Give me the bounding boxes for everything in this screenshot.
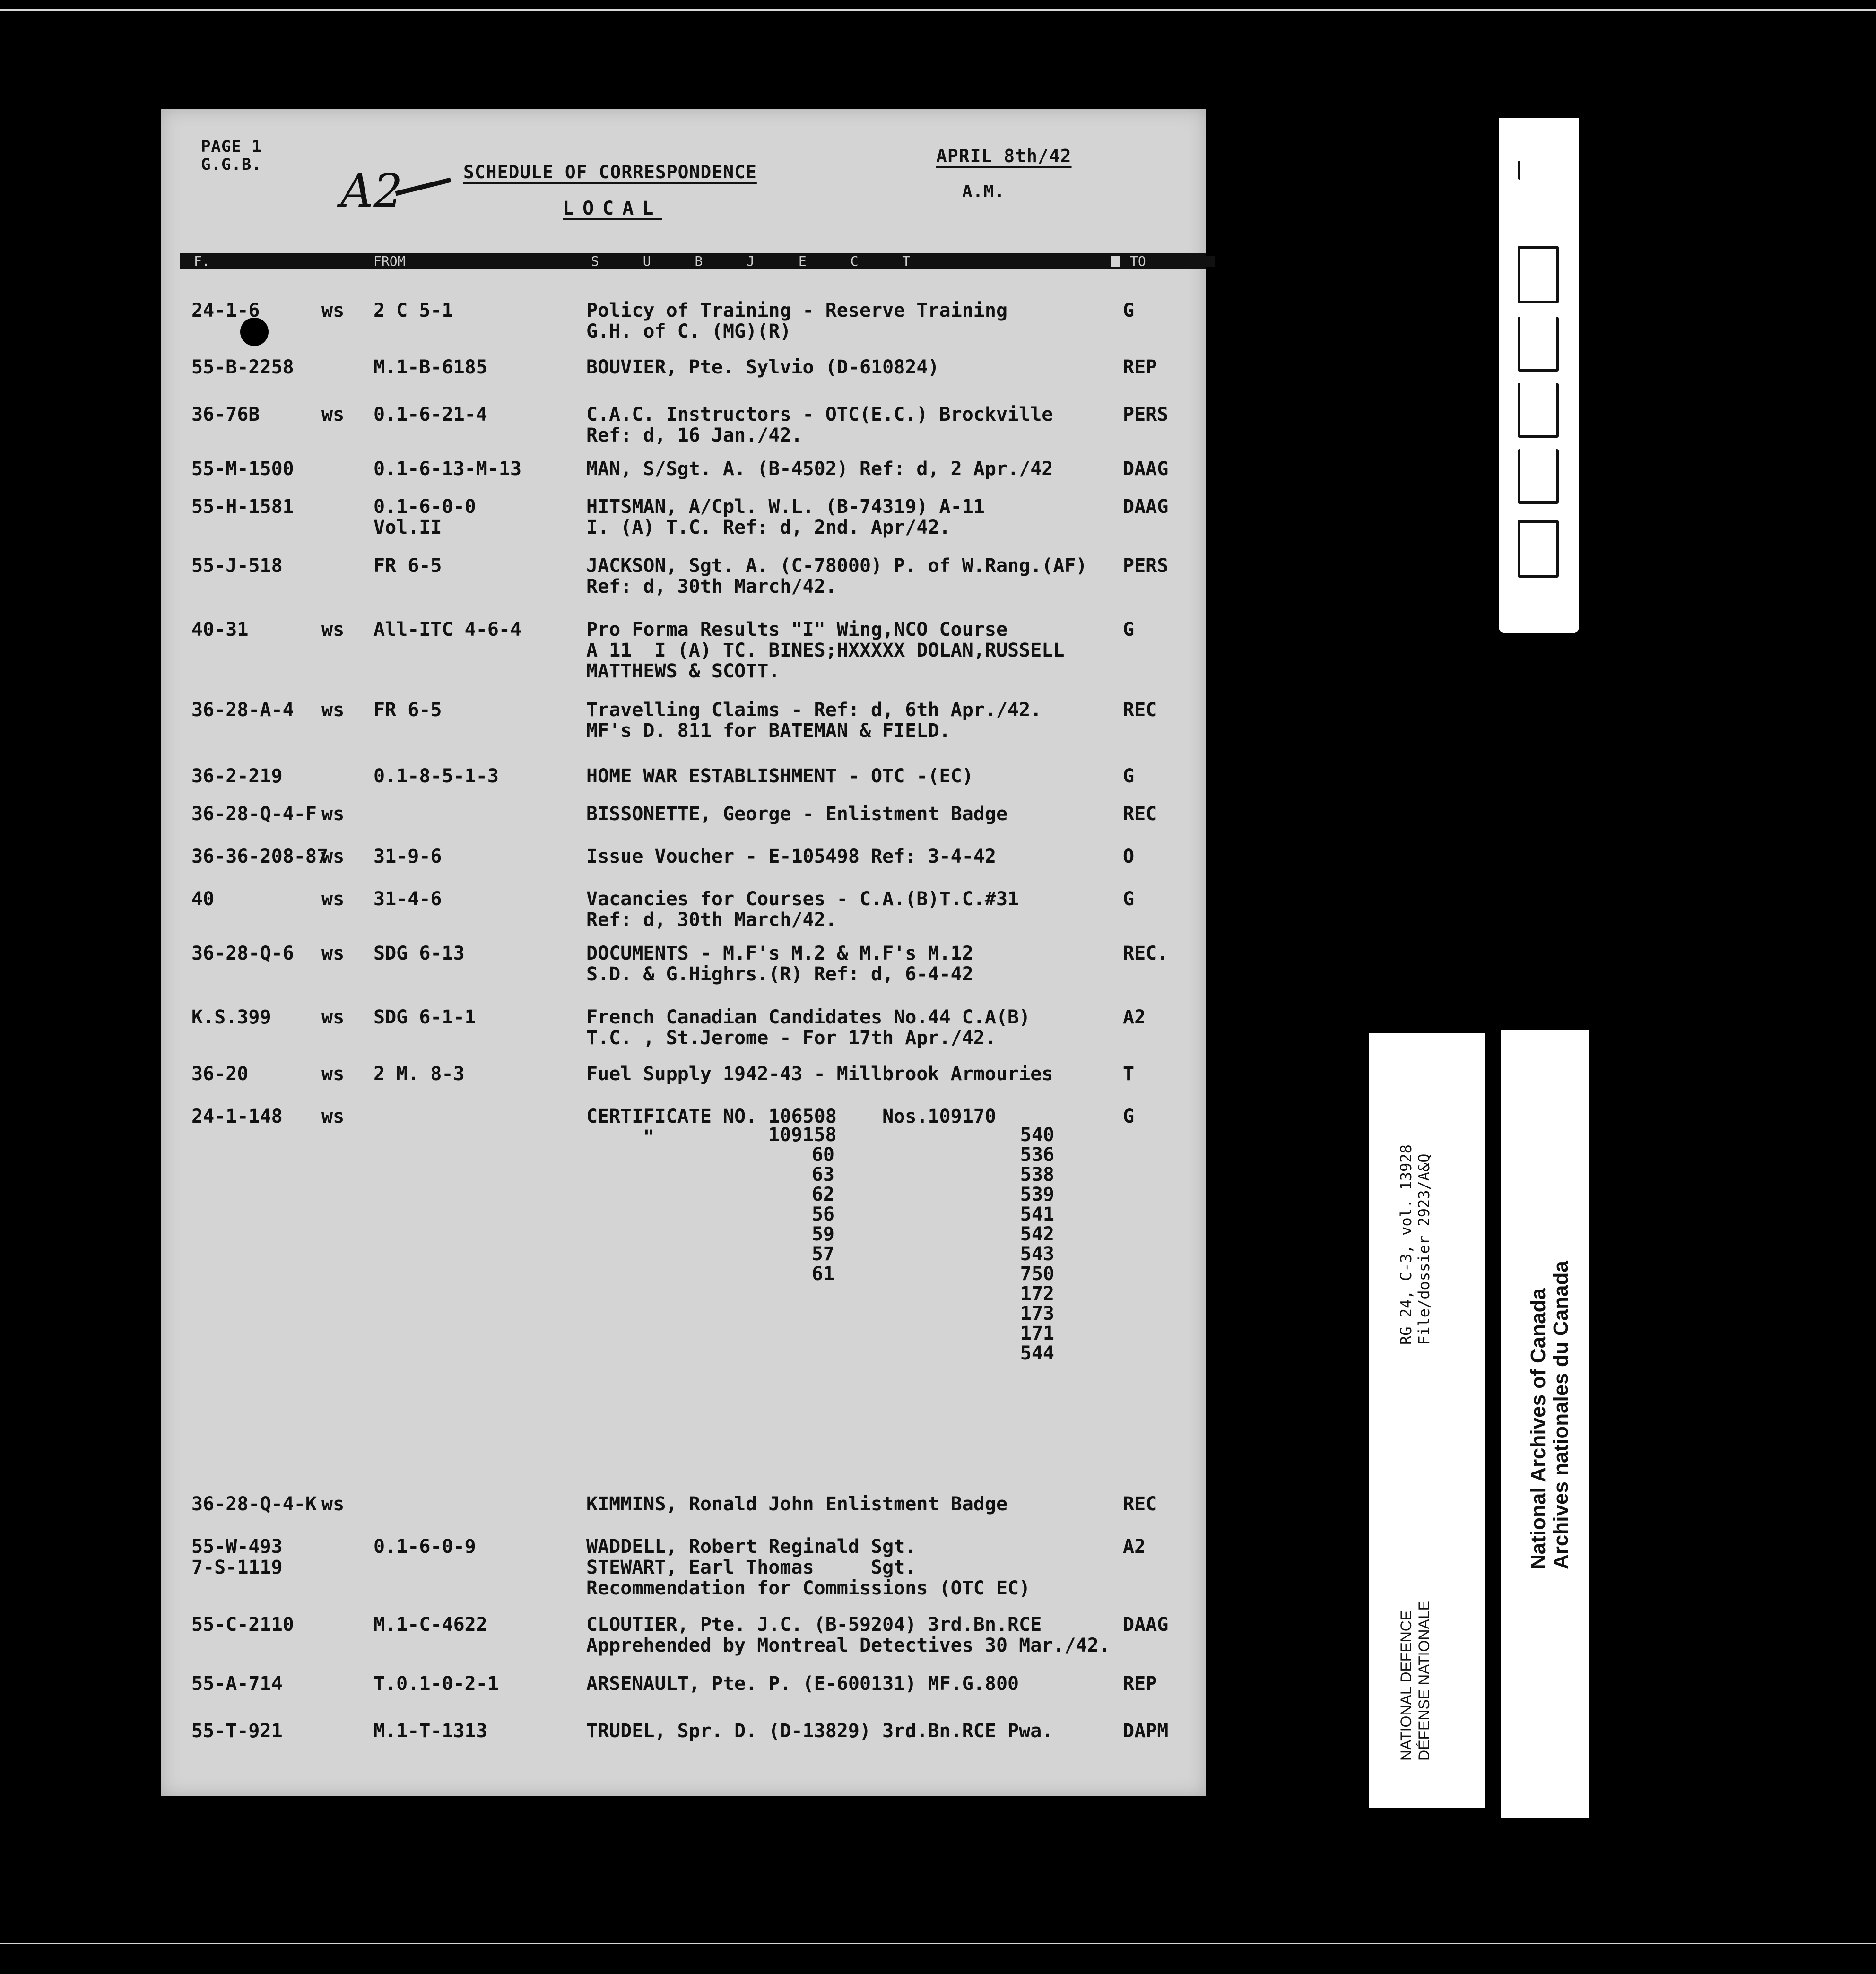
file-number: 40-31 [191,619,249,641]
file-number: 55-T-921 [191,1720,283,1742]
file-number: 36-28-A-4 [191,699,294,721]
certificate-number: 109158 [768,1124,837,1146]
certificate-number: 173 [1020,1303,1054,1325]
reel-digit-6 [1518,520,1559,578]
subject-text: TRUDEL, Spr. D. (D-13829) 3rd.Bn.RCE Pwa. [586,1720,1053,1742]
ws-marker: ws [321,846,345,867]
file-number: K.S.399 [191,1006,271,1028]
to-department: G [1123,619,1135,641]
to-department: DAAG [1123,1614,1169,1636]
from-reference: FR 6-5 [373,555,442,577]
certificate-number: 59 [811,1223,834,1245]
document-page [161,109,1206,1796]
office-code: G.G.B. [201,155,262,174]
certificate-number: 536 [1020,1144,1054,1166]
ws-marker: ws [321,943,345,964]
from-reference: 31-9-6 [373,846,442,867]
file-number: 55-M-1500 [191,458,294,480]
department-label [1369,1033,1485,1808]
department-name: NATIONAL DEFENCE DÉFENSE NATIONALE [1398,1600,1433,1761]
file-number: 55-A-714 [191,1673,283,1695]
subject-text: CERTIFICATE NO. 106508 Nos.109170 " [586,1106,996,1148]
from-reference: M.1-B-6185 [373,356,487,378]
certificate-number: 62 [811,1184,834,1205]
column-header-subject: S U B J E C T [586,256,1111,267]
ws-marker: ws [321,888,345,910]
reel-digit-5 [1518,449,1559,504]
document-date: APRIL 8th/42 [936,146,1072,166]
subject-text: ARSENAULT, Pte. P. (E-600131) MF.G.800 [586,1673,1019,1695]
certificate-number: 60 [811,1144,834,1166]
certificate-numbers-left [768,1124,837,1285]
subject-text: Issue Voucher - E-105498 Ref: 3-4-42 [586,846,996,867]
ws-marker: ws [321,404,345,425]
subject-text: CLOUTIER, Pte. J.C. (B-59204) 3rd.Bn.RCE Apprehended by Montreal Detectives 30 Mar./42. [586,1614,1110,1656]
to-department: DAAG [1123,458,1169,480]
to-department: PERS [1123,404,1169,425]
subject-text: DOCUMENTS - M.F's M.2 & M.F's M.12 S.D. & G.Highrs.(R) Ref: d, 6-4-42 [586,943,973,985]
from-reference: M.1-C-4622 [373,1614,487,1636]
to-department: REC [1123,1493,1157,1515]
column-header-file: F. [180,256,326,267]
subject-text: KIMMINS, Ronald John Enlistment Badge [586,1493,1008,1515]
certificate-number: 172 [1020,1283,1054,1305]
to-department: REP [1123,1673,1157,1695]
certificate-number: 539 [1020,1184,1054,1205]
subject-text: BISSONETTE, George - Enlistment Badge [586,803,1008,825]
file-number: 55-W-493 7-S-1119 [191,1536,283,1578]
to-department: G [1123,888,1135,910]
reel-digit-2 [1518,246,1559,303]
certificate-number: 57 [811,1243,834,1265]
to-department: DAPM [1123,1720,1169,1742]
file-number: 36-2-219 [191,765,283,787]
certificate-number: 544 [1020,1342,1054,1364]
document-subtitle: LOCAL [563,198,662,219]
ws-marker: ws [321,803,345,825]
subject-text: Pro Forma Results "I" Wing,NCO Course A 11 I (A) TC. BINES;HXXXXX DOLAN,RUSSELL MATTHEWS & SCOTT. [586,619,1065,682]
to-department: G [1123,765,1135,787]
ws-marker: ws [321,1006,345,1028]
from-reference: SDG 6-13 [373,943,465,964]
to-department: A2 [1123,1536,1146,1558]
file-number: 55-H-1581 [191,496,294,518]
subject-text: BOUVIER, Pte. Sylvio (D-610824) [586,356,939,378]
to-department: T [1123,1063,1135,1085]
subject-text: Policy of Training - Reserve Training G.H. of C. (MG)(R) [586,300,1008,342]
file-number: 55-J-518 [191,555,283,577]
file-number: 36-28-Q-4-F [191,803,317,825]
reel-digit-4 [1518,383,1559,438]
subject-text: HITSMAN, A/Cpl. W.L. (B-74319) A-11 I. (A) T.C. Ref: d, 2nd. Apr/42. [586,496,985,538]
certificate-number: 63 [811,1164,834,1186]
certificate-number: 543 [1020,1243,1054,1265]
punch-hole-dot [240,318,269,346]
archive-reference: RG 24, C-3, vol. 13928 File/dossier 2923/A&Q [1397,1144,1433,1345]
file-number: 55-C-2110 [191,1614,294,1636]
reel-number-label [1499,118,1579,633]
subject-text: Vacancies for Courses - C.A.(B)T.C.#31 Ref: d, 30th March/42. [586,888,1019,931]
certificate-number: 56 [811,1203,834,1225]
to-department: REC. [1123,943,1169,964]
file-number: 55-B-2258 [191,356,294,378]
frame-border-top [0,9,1876,11]
document-time: A.M. [962,182,1005,201]
to-department: REC [1123,803,1157,825]
from-reference: All-ITC 4-6-4 [373,619,522,641]
subject-text: JACKSON, Sgt. A. (C-78000) P. of W.Rang.(AF) Ref: d, 30th March/42. [586,555,1087,597]
ws-marker: ws [321,1063,345,1085]
subject-text: WADDELL, Robert Reginald Sgt. STEWART, Earl Thomas Sgt. Recommendation for Commissions (OTC EC) [586,1536,1031,1599]
certificate-numbers-right [983,1125,1054,1363]
file-number: 36-36-208-87 [191,846,328,867]
header-rule-bottom [180,267,1206,269]
from-reference: SDG 6-1-1 [373,1006,476,1028]
frame-border-bottom [0,1943,1876,1944]
page-number: PAGE 1 [201,137,262,156]
subject-text: Fuel Supply 1942-43 - Millbrook Armouries [586,1063,1053,1085]
column-header-from: FROM [321,256,638,267]
ws-marker: ws [321,699,345,721]
certificate-number: 538 [1020,1164,1054,1186]
from-reference: 0.1-6-0-0 Vol.II [373,496,476,538]
from-reference: M.1-T-1313 [373,1720,487,1742]
from-reference: 2 C 5-1 [373,300,453,321]
from-reference: 2 M. 8-3 [373,1063,465,1085]
mark-stroke [395,178,452,196]
file-number: 36-28-Q-4-K [191,1493,317,1515]
file-number: 24-1-6 [191,300,260,321]
from-reference: 0.1-6-13-M-13 [373,458,522,480]
from-reference: 0.1-6-0-9 [373,1536,476,1558]
to-department: PERS [1123,555,1169,577]
to-department: REC [1123,699,1157,721]
from-reference: 0.1-8-5-1-3 [373,765,499,787]
archive-label [1501,1030,1589,1818]
archive-name: National Archives of Canada Archives nationales du Canada [1527,1261,1572,1569]
to-department: G [1123,300,1135,321]
from-reference: T.0.1-0-2-1 [373,1673,499,1695]
to-department: REP [1123,356,1157,378]
subject-text: French Canadian Candidates No.44 C.A(B) T.C. , St.Jerome - For 17th Apr./42. [586,1006,1031,1049]
certificate-number: 171 [1020,1323,1054,1344]
ws-marker: ws [321,300,345,321]
certificate-number: 542 [1020,1223,1054,1245]
to-department: O [1123,846,1135,867]
from-reference: 0.1-6-21-4 [373,404,487,425]
header-rule-top [180,253,1206,256]
document-title: SCHEDULE OF CORRESPONDENCE [463,162,757,182]
from-reference: 31-4-6 [373,888,442,910]
from-reference: FR 6-5 [373,699,442,721]
file-number: 24-1-148 [191,1106,283,1127]
subject-text: Travelling Claims - Ref: d, 6th Apr./42. MF's D. 811 for BATEMAN & FIELD. [586,699,1042,742]
subject-text: HOME WAR ESTABLISHMENT - OTC -(EC) [586,765,973,787]
certificate-number: 750 [1020,1263,1054,1285]
ws-marker: ws [321,1493,345,1515]
to-department: DAAG [1123,496,1169,518]
column-header-to: TO [1120,256,1215,267]
certificate-number: 540 [1020,1124,1054,1146]
handwritten-mark: A2 [340,164,403,217]
file-number: 36-76B [191,404,260,425]
file-number: 40 [191,888,215,910]
subject-text: C.A.C. Instructors - OTC(E.C.) Brockville Ref: d, 16 Jan./42. [586,404,1053,446]
ws-marker: ws [321,619,345,641]
subject-text: MAN, S/Sgt. A. (B-4502) Ref: d, 2 Apr./42 [586,458,1053,480]
reel-digit-1 [1518,161,1556,180]
to-department: A2 [1123,1006,1146,1028]
certificate-number: 541 [1020,1203,1054,1225]
file-number: 36-28-Q-6 [191,943,294,964]
ws-marker: ws [321,1106,345,1127]
to-department: G [1123,1106,1135,1127]
certificate-number: 61 [811,1263,834,1285]
reel-digit-3 [1518,317,1559,372]
file-number: 36-20 [191,1063,249,1085]
